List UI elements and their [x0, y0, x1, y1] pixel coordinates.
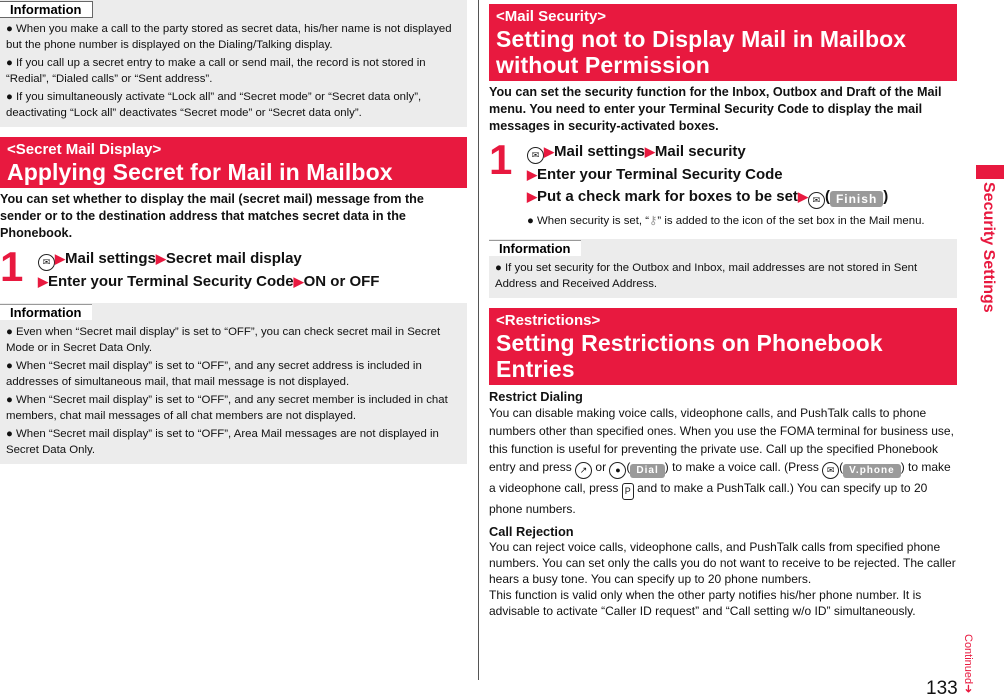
arrow-right-icon: ➜	[962, 684, 974, 694]
bullet-icon: ●	[495, 262, 502, 274]
arrow-icon: ▶	[544, 144, 554, 159]
bullet-icon: ●	[6, 57, 13, 69]
section-intro: You can set the security function for the Inbox, Outbox and Draft of the Mail menu. You need to enter your Terminal Security Code to display the mail messages in security-activated boxes.	[489, 85, 942, 133]
step-line: ▶Enter your Terminal Security Code▶ON or OFF	[38, 273, 380, 290]
finish-softkey: Finish	[830, 191, 883, 207]
vphone-softkey: V.phone	[843, 464, 901, 478]
right-column	[489, 0, 957, 619]
section-title: Setting not to Display Mail in Mailbox without Permission	[496, 26, 907, 78]
arrow-icon: ▶	[644, 144, 655, 159]
step-note: ● When security is set, “⚷” is added to the icon of the set box in the Mail menu.	[527, 215, 925, 227]
step-line: ▶Enter your Terminal Security Code	[527, 166, 783, 183]
arrow-icon: ▶	[527, 189, 537, 204]
column-divider	[478, 0, 479, 680]
step-1	[489, 136, 957, 229]
info-bullet: ● When “Secret mail display” is set to “OFF”, Area Mail messages are not displayed in Secret Data Only.	[6, 428, 439, 456]
information-box-1	[0, 0, 467, 127]
section-banner-restrictions	[489, 308, 957, 385]
step-line: ✉ ▶Mail settings▶Mail security	[527, 141, 957, 164]
call-rejection-note: This function is valid only when the other party notifies his/her phone number. It is advisable to activate “Caller ID request” and “Call setting w/o ID” simultaneously.	[489, 588, 922, 618]
call-rejection-text: You can reject voice calls, videophone calls, and PushTalk calls from specified phone numbers. You can set only the calls you do not want to receive to be rejected. The caller hears a busy tone. You can specify up to 20 phone numbers.	[489, 540, 956, 586]
bullet-icon: ●	[6, 326, 13, 338]
information-tab: Information	[489, 240, 581, 256]
info-bullet: ● If you call up a secret entry to make a call or send mail, the record is not stored in “Redial”, “Dialed calls” or “Sent address”.	[6, 57, 426, 85]
step-1	[0, 243, 467, 293]
step-line: ▶Put a check mark for boxes to be set▶ ✉ ( Finish )	[527, 186, 957, 209]
arrow-icon: ▶	[55, 251, 65, 266]
mail-key-icon: ✉	[822, 462, 839, 479]
mail-key-icon: ✉	[38, 254, 55, 271]
call-rejection-heading: Call Rejection	[489, 524, 574, 539]
info-bullet: ● When “Secret mail display” is set to “OFF”, and any secret address is included in addresses of simultaneous mail, that mail message is not displayed.	[6, 360, 422, 388]
info-bullet: ● If you simultaneously activate “Lock all” and “Secret mode” or “Secret data only”, deactivating “Lock all” deactivates “Secret mode” or “Secret data only”.	[6, 91, 422, 119]
pushtalk-key-icon: P	[622, 483, 634, 500]
center-key-icon: ●	[609, 462, 626, 479]
bullet-icon: ●	[6, 428, 13, 440]
arrow-icon: ▶	[155, 251, 166, 266]
send-key-icon: ↗	[575, 462, 592, 479]
arrow-icon: ▶	[38, 274, 48, 289]
step-number: 1	[0, 243, 24, 290]
page-number: 133	[926, 678, 958, 699]
bullet-icon: ●	[6, 394, 13, 406]
info-bullet: ● Even when “Secret mail display” is set to “OFF”, you can check secret mail in Secret Mode or in Secret Data Only.	[6, 326, 441, 354]
bullet-icon: ●	[6, 23, 13, 35]
mail-key-icon: ✉	[527, 147, 544, 164]
left-column	[0, 0, 467, 464]
side-tab	[968, 0, 1004, 697]
step-number: 1	[489, 136, 513, 183]
restrict-dialing-heading: Restrict Dialing	[489, 389, 583, 404]
bullet-icon: ●	[527, 215, 534, 227]
section-subtitle: <Mail Security>	[496, 8, 607, 25]
step-line: ✉ ▶Mail settings▶Secret mail display	[38, 248, 467, 271]
section-title: Applying Secret for Mail in Mailbox	[7, 159, 393, 185]
bullet-icon: ●	[6, 360, 13, 372]
section-banner-secret-mail	[0, 137, 467, 188]
information-box-2	[0, 303, 467, 464]
continued-label: Continued➜	[962, 634, 974, 694]
section-subtitle: <Secret Mail Display>	[7, 141, 162, 158]
section-subtitle: <Restrictions>	[496, 312, 601, 329]
information-tab: Information	[0, 304, 92, 320]
section-banner-mail-security	[489, 4, 957, 81]
arrow-icon: ▶	[797, 189, 808, 204]
section-intro: You can set whether to display the mail (secret mail) message from the sender or to the destination address that matches secret data in the Phonebook.	[0, 192, 424, 240]
information-tab: Information	[0, 1, 93, 18]
dial-softkey: Dial	[630, 464, 664, 478]
section-title: Setting Restrictions on Phonebook Entries	[496, 330, 883, 382]
restrict-dialing-text: You can disable making voice calls, videophone calls, and PushTalk calls to phone numbers other than specified ones. When you use the FOMA terminal for business use, this function is useful for preventing the private use. Call up the specified Phonebook entry and press ↗ or ● ( Dial ) to make a voice call. (Press ✉ ( V.phone ) to make a videophone call, press P and to make a PushTalk call.) You can specify up to 20 phone numbers.	[489, 406, 954, 516]
info-bullet: ● If you set security for the Outbox and Inbox, mail addresses are not stored in Sent Address and Received Address.	[495, 262, 918, 290]
info-bullet: ● When “Secret mail display” is set to “OFF”, and any secret member is included in chat members, chat mail messages of all chat members are not displayed.	[6, 394, 448, 422]
info-bullet: ● When you make a call to the party stored as secret data, his/her name is not displayed but the phone number is displayed on the Dialing/Talking display.	[6, 23, 452, 51]
side-tab-marker	[976, 165, 1004, 179]
key-lock-icon: ⚷	[649, 215, 658, 227]
information-box-3	[489, 239, 957, 298]
arrow-icon: ▶	[527, 167, 537, 182]
side-tab-title: Security Settings	[980, 182, 997, 313]
bullet-icon: ●	[6, 91, 13, 103]
mail-key-icon: ✉	[808, 192, 825, 209]
arrow-icon: ▶	[293, 274, 304, 289]
